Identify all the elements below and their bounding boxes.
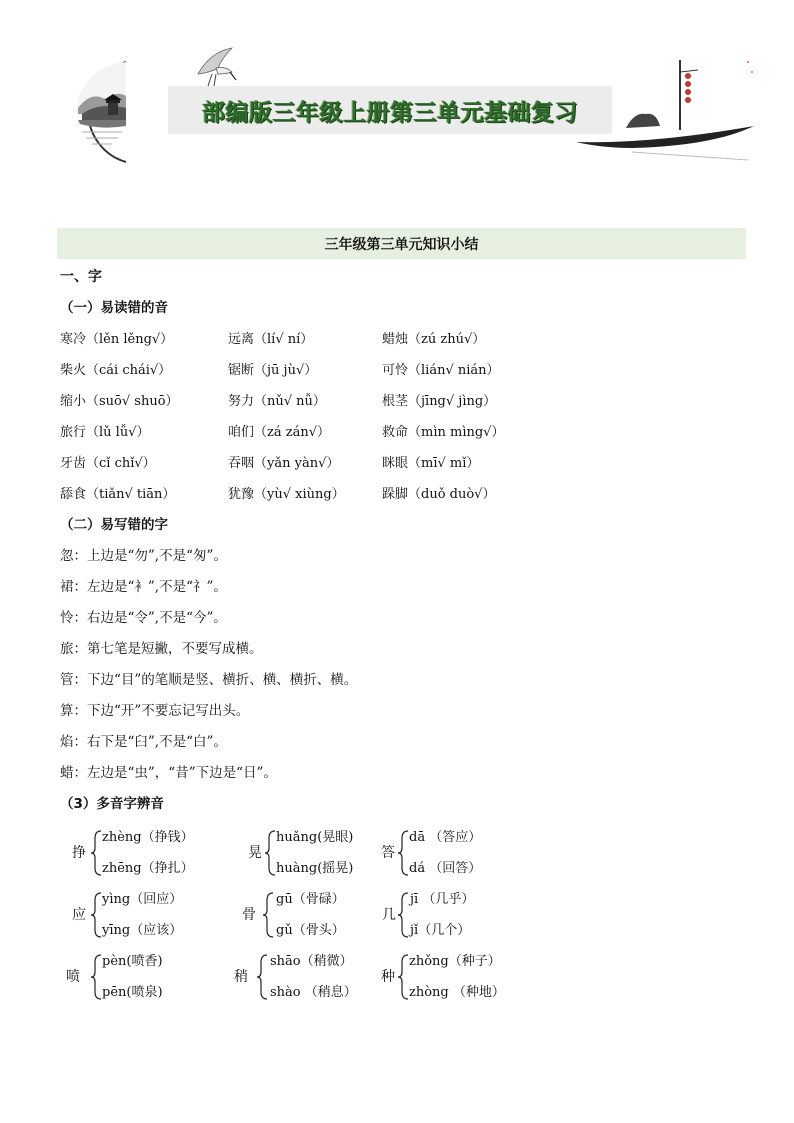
polyphone-reading: huǎng(晃眼)	[276, 830, 354, 845]
polyphone-reading: zhèng（挣钱）	[102, 830, 194, 845]
polyphone-char: 喷	[66, 969, 80, 985]
pronunciation-row	[60, 479, 750, 510]
pronunciation-item: 远离（lí√ ní）	[228, 332, 314, 347]
polyphone-group	[66, 946, 216, 1008]
brace-icon	[90, 830, 102, 876]
polyphone-reading: yīng（应该）	[102, 923, 183, 938]
polyphone-group	[382, 884, 532, 946]
brace-icon	[397, 954, 409, 1000]
writing-tip: 忽：上边是“勿”,不是“匆”。	[60, 548, 227, 564]
writing-tip: 管：下边“目”的笔顺是竖、横折、横、横折、横。	[60, 672, 358, 688]
polyphone-reading: shào （稍息）	[270, 985, 357, 1000]
brace-icon	[90, 892, 102, 938]
polyphone-group	[381, 946, 531, 1008]
pronunciation-item: 救命（mìn mìng√）	[382, 425, 505, 440]
polyphone-char: 骨	[242, 907, 256, 923]
polyphone-group	[248, 822, 398, 884]
polyphone-char: 答	[381, 845, 395, 861]
pronunciation-row	[60, 448, 750, 479]
pronunciation-item: 根茎（jīng√ jìng）	[382, 394, 497, 409]
polyphone-group	[381, 822, 531, 884]
polyphone-reading: jǐ（几个）	[410, 923, 471, 938]
polyphone-reading: huàng(摇晃)	[276, 861, 354, 876]
polyphone-group	[72, 884, 222, 946]
pronunciation-item: 眯眼（mī√ mǐ）	[382, 456, 480, 471]
polyphone-reading: jī （几乎）	[410, 892, 475, 907]
pronunciation-item: 蜡烛（zú zhú√）	[382, 332, 486, 347]
section-title: 三年级第三单元知识小结	[324, 236, 479, 253]
polyphone-reading: gǔ（骨头）	[276, 923, 345, 938]
writing-tip: 算：下边“开”不要忘记写出头。	[60, 703, 250, 719]
polyphone-char: 稍	[234, 969, 248, 985]
pronunciation-item: 柴火（cái chái√）	[60, 363, 172, 378]
section-header-bar	[57, 228, 746, 259]
pronunciation-item: 锯断（jū jù√）	[228, 363, 318, 378]
polyphone-reading: shāo（稍微）	[270, 954, 353, 969]
polyphone-group	[72, 822, 222, 884]
polyphone-reading: pèn(喷香)	[102, 954, 163, 969]
polyphone-char: 种	[381, 969, 395, 985]
pronunciation-item: 咱们（zá zán√）	[228, 425, 330, 440]
polyphone-char: 晃	[248, 845, 262, 861]
polyphone-heading: （3）多音字辨音	[60, 796, 164, 812]
polyphone-reading: pēn(喷泉)	[102, 985, 163, 1000]
polyphone-reading: dá （回答）	[409, 861, 482, 876]
polyphone-reading: zhǒng（种子）	[409, 954, 501, 969]
pronunciation-item: 寒冷（lěn lěng√）	[60, 332, 174, 347]
polyphone-char: 几	[382, 907, 396, 923]
pronunciation-row	[60, 324, 750, 355]
polyphone-reading: yìng（回应）	[102, 892, 183, 907]
title-banner	[168, 86, 612, 134]
brace-icon	[256, 954, 268, 1000]
writing-heading: （二）易写错的字	[60, 517, 168, 533]
polyphone-reading: zhòng （种地）	[409, 985, 505, 1000]
brace-icon	[264, 830, 276, 876]
pronunciation-item: 吞咽（yǎn yàn√）	[228, 456, 340, 471]
pronunciation-row	[60, 417, 750, 448]
content-area	[60, 262, 750, 1012]
pronunciation-item: 缩小（suō√ shuō）	[60, 394, 179, 409]
writing-tip: 旅：第七笔是短撇，不要写成横。	[60, 641, 263, 657]
brace-icon	[262, 892, 274, 938]
polyphone-grid	[60, 822, 750, 1012]
part-heading: 一、字	[60, 269, 102, 285]
polyphone-group	[234, 946, 384, 1008]
boat-lantern-icon	[572, 56, 756, 168]
polyphone-char: 挣	[72, 845, 86, 861]
writing-tip: 蜡：左边是“虫”，“昔”下边是“日”。	[60, 765, 277, 781]
polyphone-group	[242, 884, 392, 946]
pronunciation-item: 旅行（lǔ lǚ√）	[60, 425, 150, 440]
crane-bird-icon	[192, 44, 240, 88]
pronunciation-item: 可怜（lián√ nián）	[382, 363, 500, 378]
pronunciation-heading: （一）易读错的音	[60, 300, 168, 316]
pronunciation-item: 跺脚（duǒ duò√）	[382, 487, 496, 502]
brace-icon	[397, 892, 409, 938]
brace-icon	[90, 954, 102, 1000]
pronunciation-item: 犹豫（yù√ xiùng）	[228, 487, 345, 502]
writing-tip: 焰：右下是“臼”,不是“白”。	[60, 734, 227, 750]
pronunciation-item: 牙齿（cǐ chǐ√）	[60, 456, 156, 471]
polyphone-reading: gū（骨碌）	[276, 892, 345, 907]
page-title: 部编版三年级上册第三单元基础复习	[202, 99, 578, 126]
pronunciation-row	[60, 386, 750, 417]
landscape-pavilion-icon	[72, 60, 130, 164]
pronunciation-item: 努力（nǔ√ nǚ）	[228, 394, 326, 409]
polyphone-reading: dā （答应）	[409, 830, 482, 845]
pronunciation-item: 舔食（tiǎn√ tiān）	[60, 487, 176, 502]
polyphone-reading: zhēng（挣扎）	[102, 861, 194, 876]
writing-tip: 裙：左边是“衤”,不是“礻”。	[60, 579, 227, 595]
pronunciation-row	[60, 355, 750, 386]
brace-icon	[397, 830, 409, 876]
polyphone-char: 应	[72, 907, 86, 923]
writing-tip: 怜：右边是“令”,不是“今”。	[60, 610, 227, 626]
